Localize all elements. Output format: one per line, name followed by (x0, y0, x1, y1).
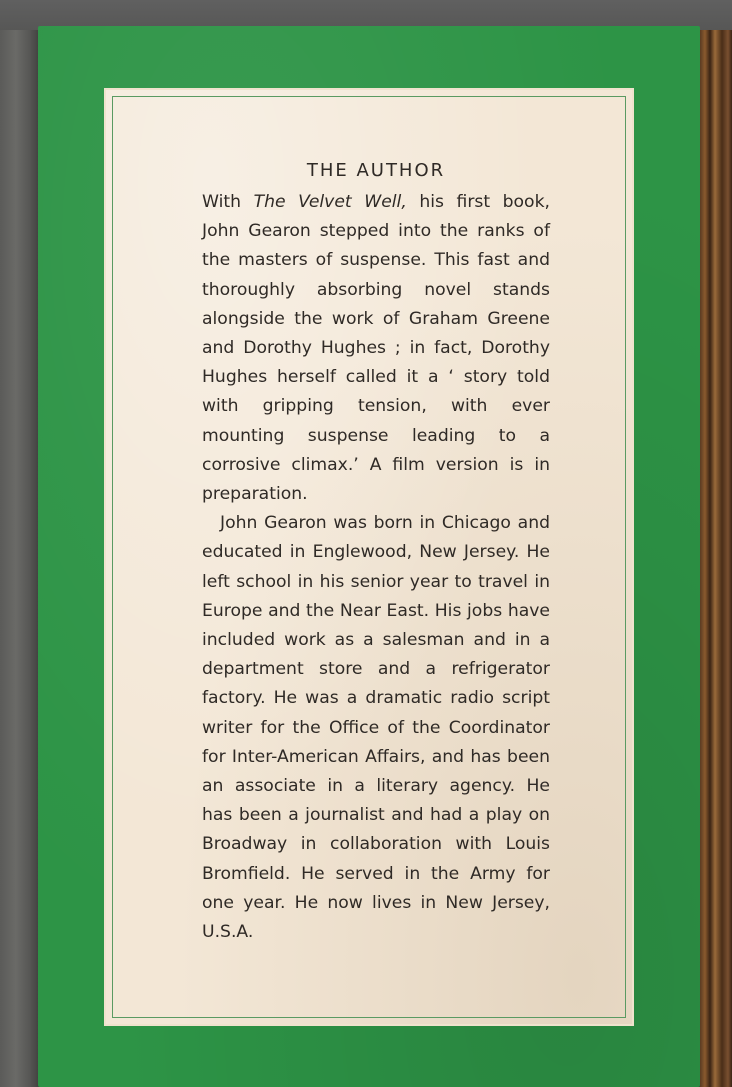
author-bio (202, 158, 550, 947)
section-heading: THE AUTHOR (306, 160, 446, 181)
bio-paragraph-1-body: his first book, John Gearon stepped into the ranks of the masters of suspense. This fast and thoroughly absorbing novel stands alongside the work of Graham Greene and Dorothy Hughes ; in fact, Dorothy Hughes herself called it a ‘ story told with gripping tension, with ever mounting suspense leading to a corrosive climax.’ A film version is in preparation. (202, 192, 550, 505)
book-title: The Velvet Well, (253, 192, 407, 212)
bio-paragraph-1-lead: With (202, 192, 254, 212)
bio-paragraph-1 (202, 188, 550, 509)
bio-paragraph-2: John Gearon was born in Chicago and educated in Englewood, New Jersey. He left school in his senior year to travel in Europe and the Near East. His jobs have included work as a salesman and in a department store and a refrigerator factory. He was a dramatic radio script writer for the Office of the Coordinator for Inter-American Affairs, and has been an associate in a literary agency. He has been a journalist and had a play on Broadway in collaboration with Louis Bromfield. He served in the Army for one year. He now lives in New Jersey, U.S.A. (202, 513, 550, 943)
page-edges (700, 30, 732, 1087)
